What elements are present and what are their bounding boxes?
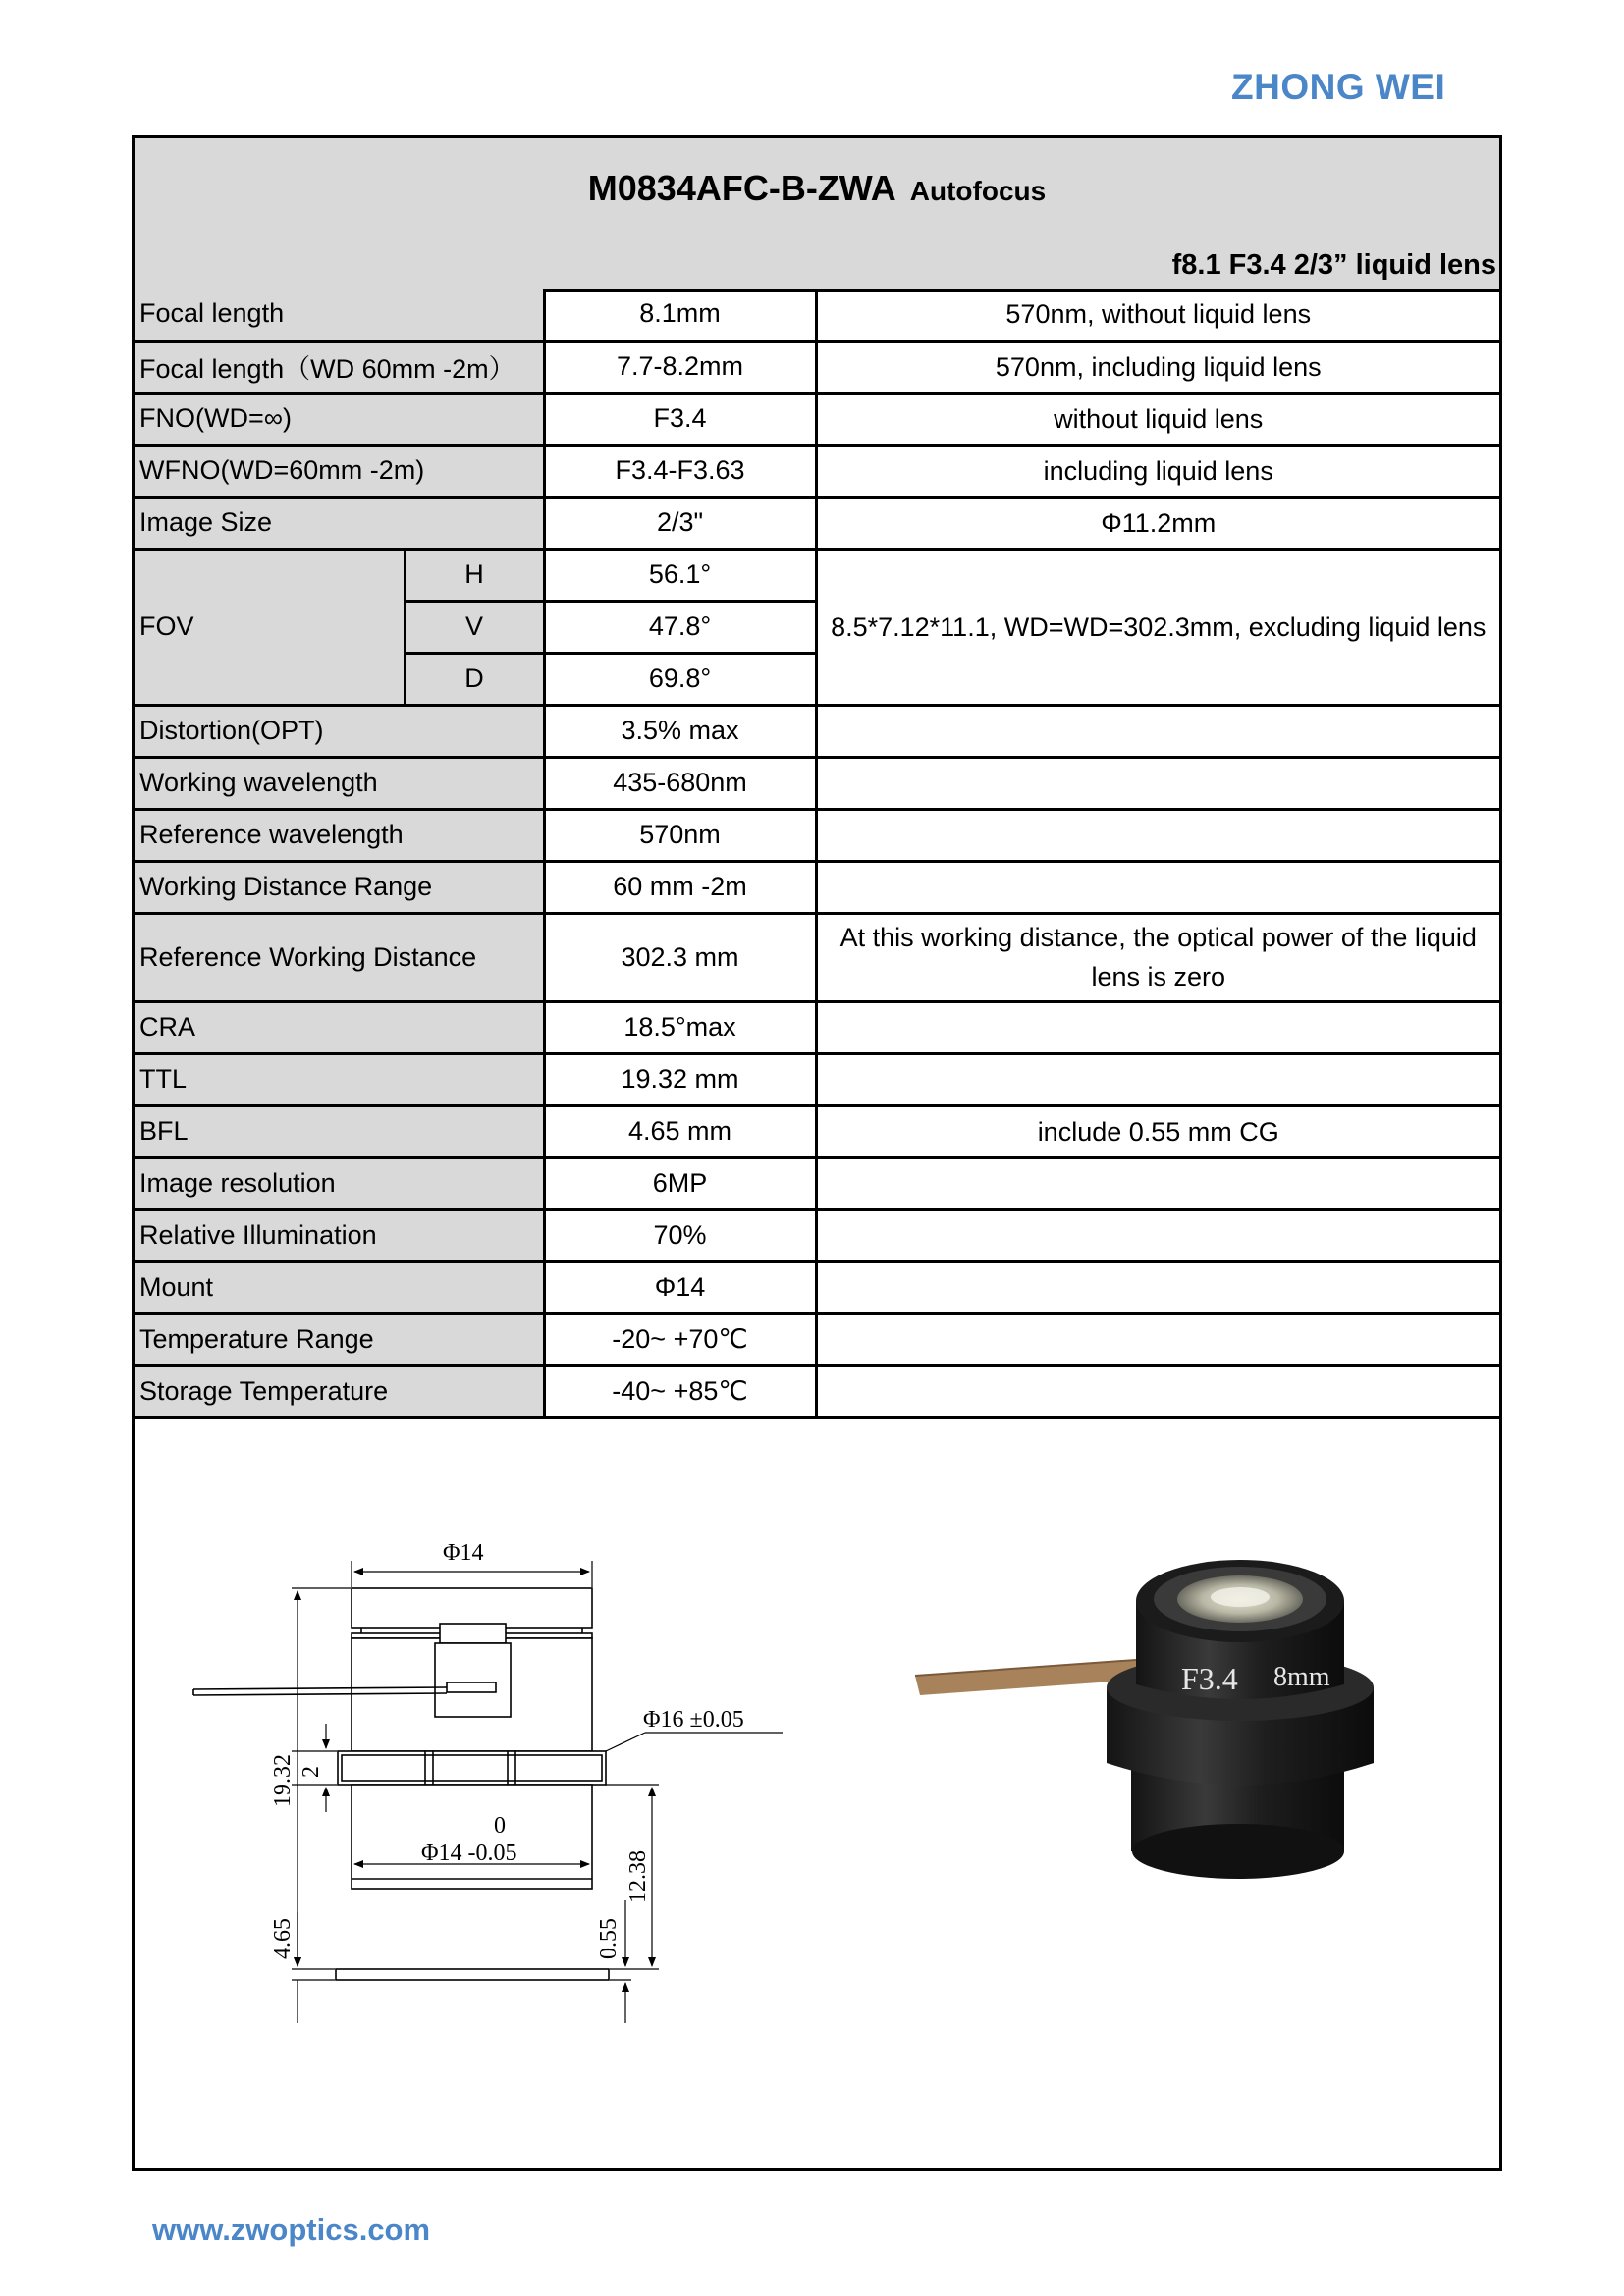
spec-label: Reference Working Distance — [135, 913, 544, 1001]
focus-mode: Autofocus — [909, 176, 1047, 206]
fov-sub-label: H — [405, 549, 544, 601]
spec-label: FNO(WD=∞) — [135, 393, 544, 445]
spec-note — [816, 861, 1499, 913]
spec-sheet — [132, 135, 1502, 2171]
spec-label: Working Distance Range — [135, 861, 544, 913]
dim-barrel-dia: Φ14 -0.05 — [421, 1841, 517, 1866]
lens-marking-fno: F3.4 — [1181, 1661, 1238, 1696]
spec-row — [135, 445, 1499, 497]
spec-value: 19.32 mm — [544, 1053, 816, 1105]
spec-value: 4.65 mm — [544, 1105, 816, 1157]
spec-note — [816, 809, 1499, 861]
spec-value: 3.5% max — [544, 705, 816, 757]
spec-value: 570nm — [544, 809, 816, 861]
spec-row — [135, 393, 1499, 445]
spec-value: F3.4-F3.63 — [544, 445, 816, 497]
spec-table — [135, 289, 1499, 1419]
spec-label: Temperature Range — [135, 1313, 544, 1365]
spec-value: Φ14 — [544, 1261, 816, 1313]
spec-row — [135, 757, 1499, 809]
spec-label: Image resolution — [135, 1157, 544, 1209]
spec-note — [816, 757, 1499, 809]
spec-value: 7.7-8.2mm — [544, 341, 816, 393]
fov-sub-value: 69.8° — [544, 653, 816, 705]
spec-label: TTL — [135, 1053, 544, 1105]
spec-label: FOV — [135, 549, 405, 705]
spec-note — [816, 1261, 1499, 1313]
fov-sub-value: 47.8° — [544, 601, 816, 653]
spec-note: including liquid lens — [816, 445, 1499, 497]
spec-note: include 0.55 mm CG — [816, 1105, 1499, 1157]
spec-row — [135, 341, 1499, 393]
spec-note: At this working distance, the optical power of the liquid lens is zero — [816, 913, 1499, 1001]
spec-row — [135, 1157, 1499, 1209]
spec-note: Φ11.2mm — [816, 497, 1499, 549]
fov-sub-label: V — [405, 601, 544, 653]
spec-note: 570nm, without liquid lens — [816, 289, 1499, 341]
spec-label: Mount — [135, 1261, 544, 1313]
spec-row — [135, 1105, 1499, 1157]
spec-value: -40~ +85℃ — [544, 1365, 816, 1417]
spec-row — [135, 497, 1499, 549]
dim-barrel-length: 12.38 — [625, 1850, 651, 1903]
spec-row — [135, 1053, 1499, 1105]
footer-website[interactable]: www.zwoptics.com — [152, 2213, 431, 2247]
dim-flange-thickness: 2 — [298, 1766, 324, 1778]
spec-label: BFL — [135, 1105, 544, 1157]
spec-label: Reference wavelength — [135, 809, 544, 861]
spec-value: 302.3 mm — [544, 913, 816, 1001]
fov-sub-label: D — [405, 653, 544, 705]
spec-row — [135, 861, 1499, 913]
dim-top-dia: Φ14 — [443, 1540, 484, 1566]
spec-note — [816, 1053, 1499, 1105]
spec-value: 6MP — [544, 1157, 816, 1209]
spec-value: F3.4 — [544, 393, 816, 445]
spec-label: CRA — [135, 1001, 544, 1053]
dim-flange-dia: Φ16 ±0.05 — [643, 1707, 744, 1733]
spec-value: 8.1mm — [544, 289, 816, 341]
spec-label: Working wavelength — [135, 757, 544, 809]
spec-note — [816, 1001, 1499, 1053]
dim-barrel-tol-upper: 0 — [494, 1813, 506, 1839]
lens-marking-focal: 8mm — [1273, 1662, 1330, 1692]
spec-row — [135, 705, 1499, 757]
spec-label: Focal length（WD 60mm -2m） — [135, 341, 544, 393]
spec-value: 18.5°max — [544, 1001, 816, 1053]
lens-photo — [135, 1513, 1499, 2168]
spec-label: Distortion(OPT) — [135, 705, 544, 757]
lens-photo-graphic — [915, 1560, 1374, 1879]
product-title — [135, 168, 1499, 209]
spec-row — [135, 809, 1499, 861]
spec-note — [816, 1365, 1499, 1417]
spec-label: Image Size — [135, 497, 544, 549]
spec-label: WFNO(WD=60mm -2m) — [135, 445, 544, 497]
spec-row — [135, 913, 1499, 1001]
spec-value: 60 mm -2m — [544, 861, 816, 913]
spec-note: 570nm, including liquid lens — [816, 341, 1499, 393]
dim-ttl: 19.32 — [270, 1754, 296, 1807]
brand-name: ZHONG WEI — [1231, 67, 1446, 107]
spec-row-fov — [135, 549, 1499, 601]
spec-value: 435-680nm — [544, 757, 816, 809]
spec-note: without liquid lens — [816, 393, 1499, 445]
spec-note — [816, 1157, 1499, 1209]
spec-value: -20~ +70℃ — [544, 1313, 816, 1365]
spec-note: 8.5*7.12*11.1, WD=WD=302.3mm, excluding liquid lens — [816, 549, 1499, 705]
dim-cover-glass: 0.55 — [596, 1918, 622, 1959]
spec-value: 2/3" — [544, 497, 816, 549]
model-number: M0834AFC-B-ZWA — [587, 168, 896, 208]
fov-sub-value: 56.1° — [544, 549, 816, 601]
title-box — [135, 138, 1499, 292]
spec-label: Relative Illumination — [135, 1209, 544, 1261]
spec-note — [816, 1209, 1499, 1261]
spec-note — [816, 705, 1499, 757]
spec-row — [135, 1261, 1499, 1313]
spec-row — [135, 1313, 1499, 1365]
product-subtitle: f8.1 F3.4 2/3” liquid lens — [1171, 249, 1496, 281]
spec-row — [135, 1001, 1499, 1053]
dim-bfl: 4.65 — [270, 1918, 296, 1959]
spec-row — [135, 1209, 1499, 1261]
spec-note — [816, 1313, 1499, 1365]
drawing-area — [135, 1513, 1499, 2168]
spec-label: Storage Temperature — [135, 1365, 544, 1417]
spec-label: Focal length — [135, 289, 544, 341]
spec-row — [135, 1365, 1499, 1417]
spec-row — [135, 289, 1499, 341]
spec-value: 70% — [544, 1209, 816, 1261]
